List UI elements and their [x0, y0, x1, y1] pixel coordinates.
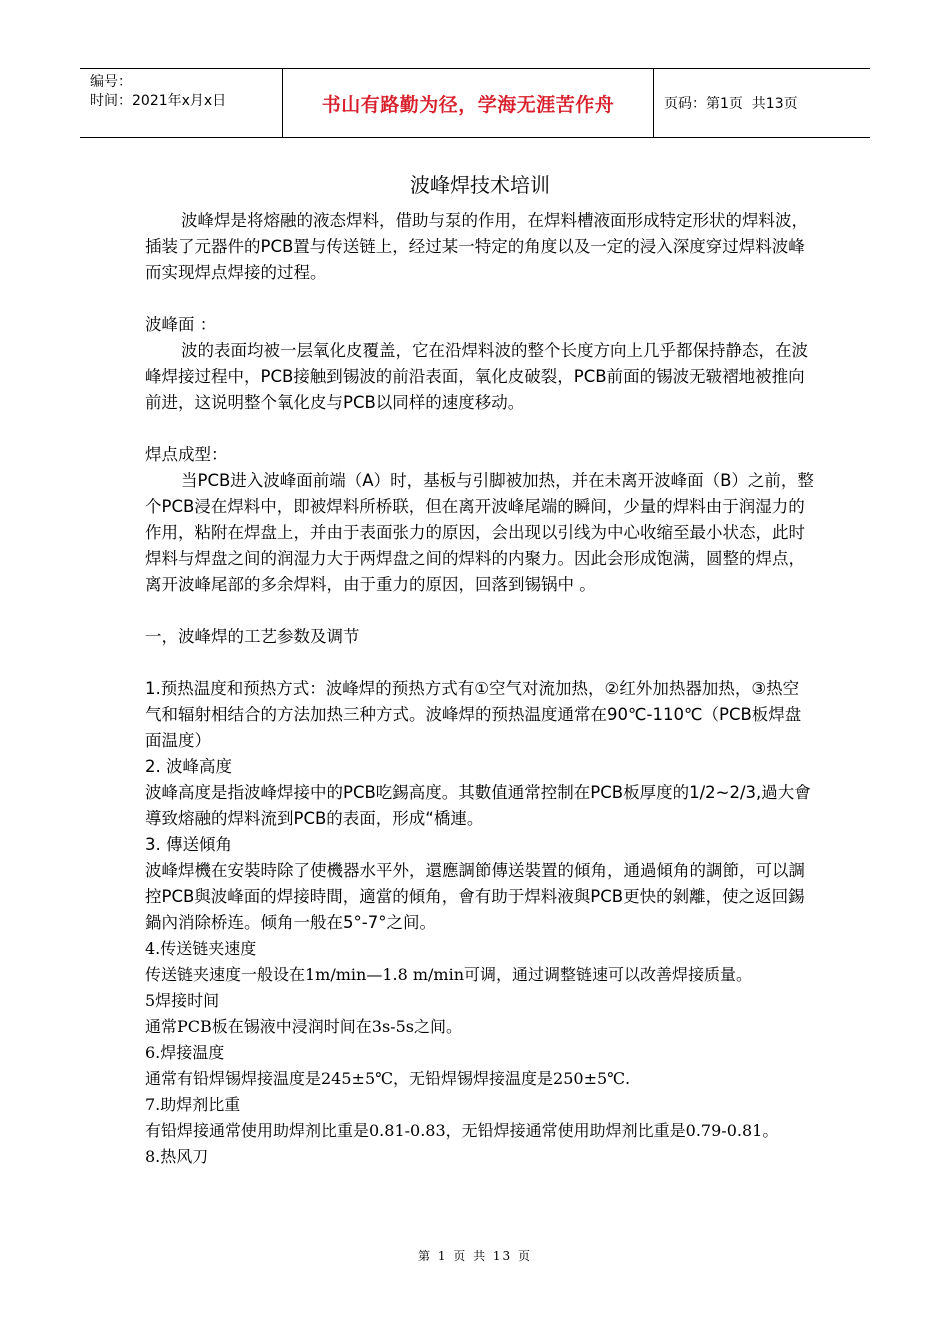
header-page-cell: [654, 69, 870, 137]
document-number-label: 编号：: [90, 74, 132, 90]
item-hot-air-knife-heading: 8.热风刀: [145, 1147, 209, 1166]
joint-forming-paragraph: 当PCB进入波峰面前端（A）时，基板与引脚被加热，并在未离开波峰面（B）之前，整个PCB浸在焊料中，即被焊料所桥联，但在离开波峰尾端的瞬间，少量的焊料由于润湿力的作用，粘附在焊盘上，并由于表面张力的原因，会出现以引线为中心收缩至最小状态，此时焊料与焊盘之间的润湿力大于两焊盘之间的焊料的内聚力。因此会形成饱满，圆整的焊点，离开波峰尾部的多余焊料，由于重力的原因，回落到锡锅中 。: [145, 471, 814, 594]
item-flux-gravity-paragraph: 有铅焊接通常使用助焊剂比重是0.81-0.83，无铅焊接通常使用助焊剂比重是0.79-0.81。: [145, 1121, 779, 1140]
joint-forming-heading: 焊点成型：: [145, 445, 228, 464]
item-preheat-paragraph: 1.预热温度和预热方式：波峰焊的预热方式有①空气对流加热，②红外加热器加热，③热空气和辐射相结合的方法加热三种方式。波峰焊的预热温度通常在90℃-110℃（PCB板焊盘面温度）: [145, 679, 802, 750]
spacer: [145, 598, 815, 624]
item-flux-gravity-heading: 7.助焊剂比重: [145, 1095, 241, 1114]
item-conveyor-angle-heading: 3. 傳送傾角: [145, 835, 232, 854]
page-footer: 第 1 页 共 13 页: [418, 1249, 532, 1263]
item-soldering-time-heading: 5焊接时间: [145, 991, 220, 1010]
spacer: [145, 650, 815, 676]
document-time-label: 时间：2021年x月x日: [90, 93, 227, 109]
header-motto: 书山有路勤为径，学海无涯苦作舟: [321, 93, 615, 116]
item-soldering-temperature-heading: 6.焊接温度: [145, 1043, 225, 1062]
document-body: [145, 170, 815, 1170]
wave-surface-heading: 波峰面 ：: [145, 315, 217, 334]
item-conveyor-angle-paragraph: 波峰焊機在安裝時除了使機器水平外，還應調節傳送裝置的傾角，通過傾角的調節，可以調控PCB與波峰面的焊接時間，適當的傾角，會有助于焊料液與PCB更快的剝離，使之返回錫鍋內消除桥连。倾角一般在5°-7°之间。: [145, 861, 805, 932]
page-header: [80, 68, 870, 138]
item-chain-speed-paragraph: 传送链夹速度一般设在1m/min—1.8 m/min可调，通过调整链速可以改善焊接质量。: [145, 965, 753, 984]
header-page-number: 页码：第1页 共13页: [664, 96, 798, 112]
header-motto-cell: [282, 69, 654, 137]
section-heading: 一，波峰焊的工艺参数及调节: [145, 627, 360, 646]
item-soldering-temperature-paragraph: 通常有铅焊锡焊接温度是245±5℃，无铅焊锡焊接温度是250±5℃.: [145, 1069, 631, 1088]
item-wave-height-paragraph: 波峰高度是指波峰焊接中的PCB吃錫高度。其數值通常控制在PCB板厚度的1/2~2/3,過大會導致熔融的焊料流到PCB的表面，形成“橋連。: [145, 783, 811, 828]
intro-paragraph: 波峰焊是将熔融的液态焊料，借助与泵的作用，在焊料槽液面形成特定形状的焊料波，插装了元器件的PCB置与传送链上，经过某一特定的角度以及一定的浸入深度穿过焊料波峰而实现焊点焊接的过程。: [145, 211, 808, 282]
header-meta-cell: [80, 69, 282, 137]
document-title: 波峰焊技术培训: [410, 173, 550, 197]
item-wave-height-heading: 2. 波峰高度: [145, 757, 232, 776]
spacer: [145, 286, 815, 312]
item-chain-speed-heading: 4.传送链夹速度: [145, 939, 257, 958]
wave-surface-paragraph: 波的表面均被一层氧化皮覆盖，它在沿焊料波的整个长度方向上几乎都保持静态，在波峰焊接过程中，PCB接触到锡波的前沿表面，氧化皮破裂，PCB前面的锡波无皲褶地被推向前进，这说明整个氧化皮与PCB以同样的速度移动。: [145, 341, 808, 412]
item-soldering-time-paragraph: 通常PCB板在锡液中浸润时间在3s-5s之间。: [145, 1017, 462, 1036]
spacer: [145, 416, 815, 442]
